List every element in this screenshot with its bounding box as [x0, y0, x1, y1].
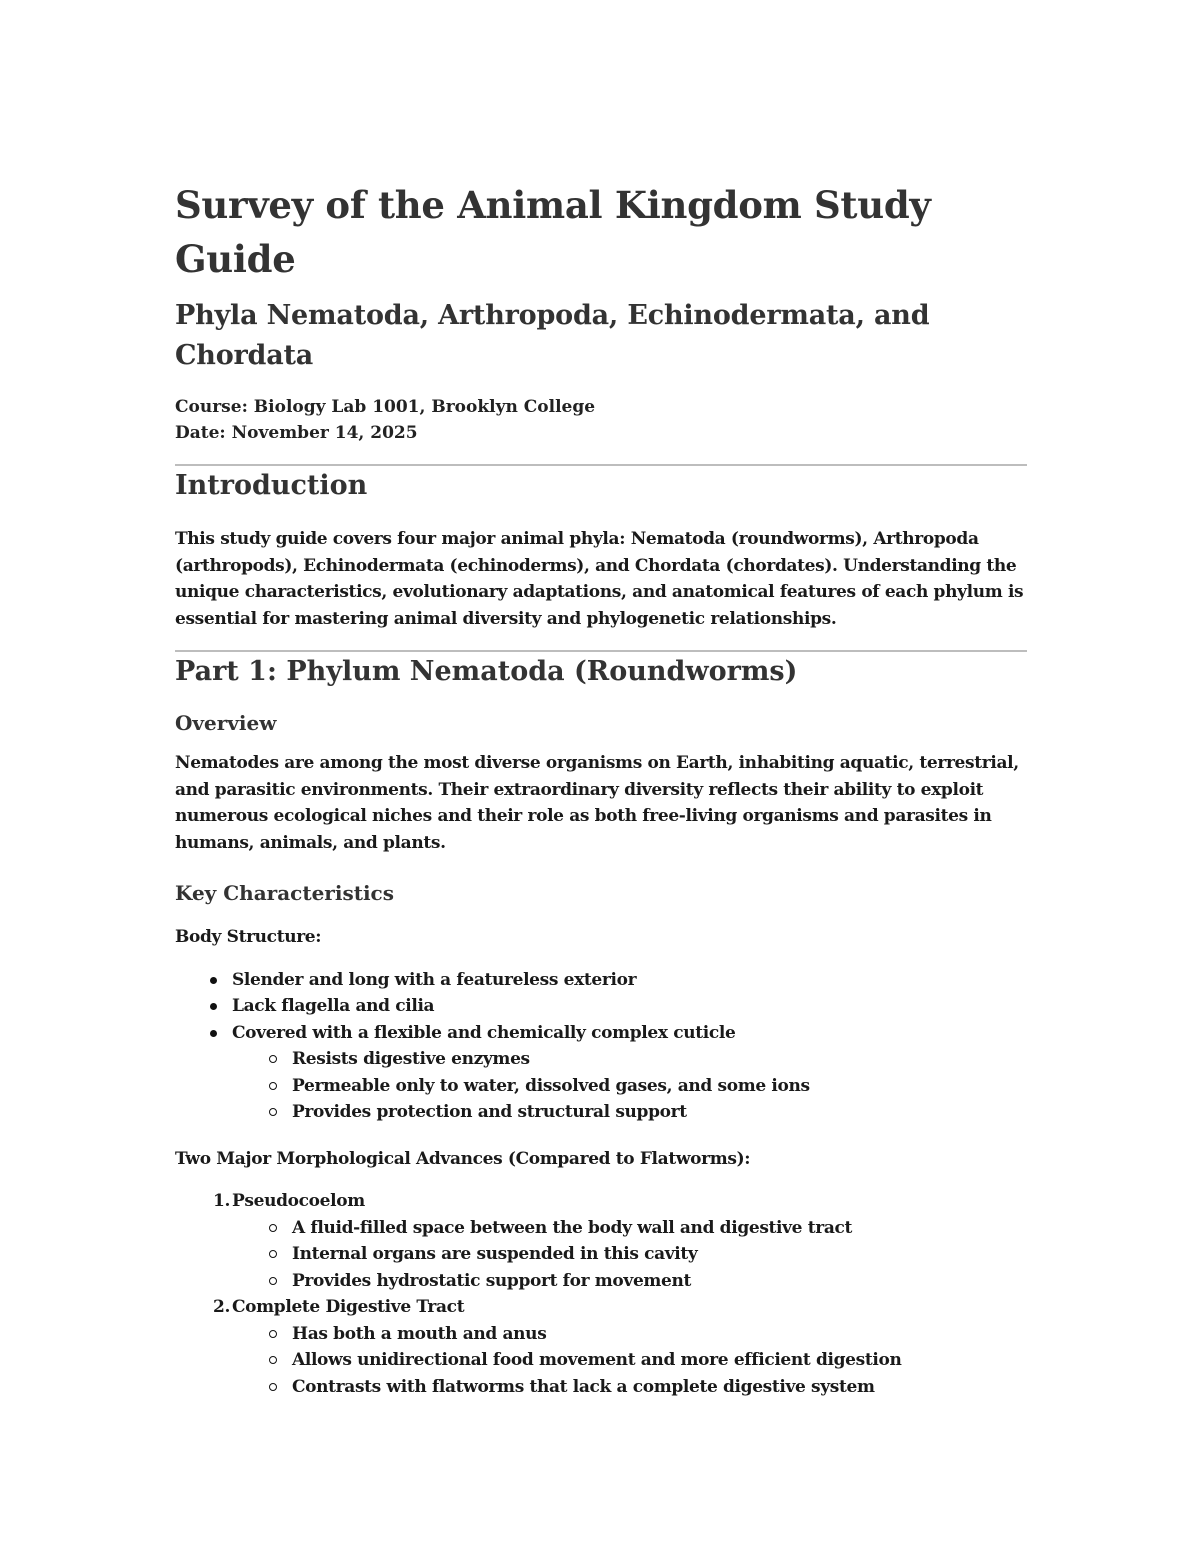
advances-list: [175, 1188, 1027, 1400]
sub-list-item: [175, 1268, 1027, 1295]
hollow-bullet-icon: [269, 1383, 277, 1391]
hollow-bullet-icon: [269, 1055, 277, 1063]
sub-list-item-text: Contrasts with flatworms that lack a complete digestive system: [292, 1376, 875, 1397]
sub-list-item: [175, 1241, 1027, 1268]
hollow-bullet-icon: [269, 1108, 277, 1116]
date-line: [175, 420, 1027, 446]
hollow-bullet-icon: [269, 1330, 277, 1338]
course-line: [175, 394, 1027, 420]
overview-heading: Overview: [175, 711, 277, 735]
list-item-text: Lack flagella and cilia: [232, 996, 435, 1016]
hollow-bullet-icon: [269, 1277, 277, 1285]
key-characteristics-heading: Key Characteristics: [175, 881, 394, 905]
hollow-bullet-icon: [269, 1250, 277, 1258]
introduction-paragraph: This study guide covers four major animal phyla: Nematoda (roundworms), Arthropoda (arthropods), Echinodermata (echinoderms), and Chordata (chordates). Understanding the unique characteristics, evolutionary adaptations, and anatomical features of each phylum is essential for mastering animal diversity and phylogenetic relationships.: [175, 529, 1024, 629]
sub-list-item-text: Resists digestive enzymes: [292, 1049, 530, 1069]
sub-list-item: [175, 1321, 1027, 1348]
bullet-icon: [210, 1030, 217, 1037]
body-structure-label: Body Structure:: [175, 927, 322, 947]
numbered-item-title: Pseudocoelom: [232, 1191, 365, 1211]
numbered-item-title: Complete Digestive Tract: [232, 1297, 465, 1317]
sub-list-item: [175, 1374, 1027, 1401]
document-page: [175, 178, 1027, 1400]
course-value: Biology Lab 1001, Brooklyn College: [253, 397, 596, 417]
list-item-text: Slender and long with a featureless exterior: [232, 969, 637, 990]
document-meta: [175, 394, 1027, 446]
sub-list-item: [175, 1099, 1027, 1126]
item-number: 1.: [213, 1191, 231, 1211]
part1-heading: Part 1: Phylum Nematoda (Roundworms): [175, 656, 798, 687]
hollow-bullet-icon: [269, 1224, 277, 1232]
list-item: [175, 993, 1027, 1020]
bullet-icon: [210, 977, 217, 984]
sub-list-item: [175, 1347, 1027, 1374]
body-structure-list: [175, 967, 1027, 1126]
sub-list-item-text: Allows unidirectional food movement and more efficient digestion: [292, 1350, 902, 1370]
bullet-icon: [210, 1003, 217, 1010]
sub-list-item: [175, 1046, 1027, 1073]
numbered-item: [175, 1188, 1027, 1215]
list-item: [175, 967, 1027, 994]
document-subtitle: [175, 296, 1027, 376]
sub-list-item-text: Provides protection and structural support: [292, 1102, 687, 1122]
advances-label: Two Major Morphological Advances (Compared to Flatworms):: [175, 1148, 751, 1169]
sub-list-item: [175, 1073, 1027, 1100]
subtitle-line-2: Chordata: [175, 340, 314, 371]
sub-list-item-text: Has both a mouth and anus: [292, 1323, 547, 1344]
sub-list-item: [175, 1215, 1027, 1242]
list-item-text: Covered with a flexible and chemically complex cuticle: [232, 1022, 736, 1043]
numbered-item: [175, 1294, 1027, 1321]
item-number: 2.: [213, 1297, 231, 1317]
document-title: Survey of the Animal Kingdom Study Guide: [175, 183, 931, 281]
date-label: Date:: [175, 423, 226, 443]
sub-list-item-text: Provides hydrostatic support for movement: [292, 1270, 692, 1291]
overview-paragraph: Nematodes are among the most diverse organisms on Earth, inhabiting aquatic, terrestrial, and parasitic environments. Their extraordinary diversity reflects their ability to exploit numerous ecological niches and their role as both free-living organisms and parasites in humans, animals, and plants.: [175, 753, 1019, 853]
course-label: Course:: [175, 397, 248, 417]
hollow-bullet-icon: [269, 1082, 277, 1090]
date-value: November 14, 2025: [231, 423, 418, 443]
introduction-heading: Introduction: [175, 470, 368, 501]
sub-list-item-text: Permeable only to water, dissolved gases, and some ions: [292, 1075, 810, 1096]
sub-list-item-text: Internal organs are suspended in this cavity: [292, 1244, 698, 1264]
subtitle-line-1: Phyla Nematoda, Arthropoda, Echinodermata, and: [175, 300, 930, 331]
list-item: [175, 1020, 1027, 1047]
hollow-bullet-icon: [269, 1356, 277, 1364]
sub-list-item-text: A fluid-filled space between the body wall and digestive tract: [292, 1217, 852, 1238]
